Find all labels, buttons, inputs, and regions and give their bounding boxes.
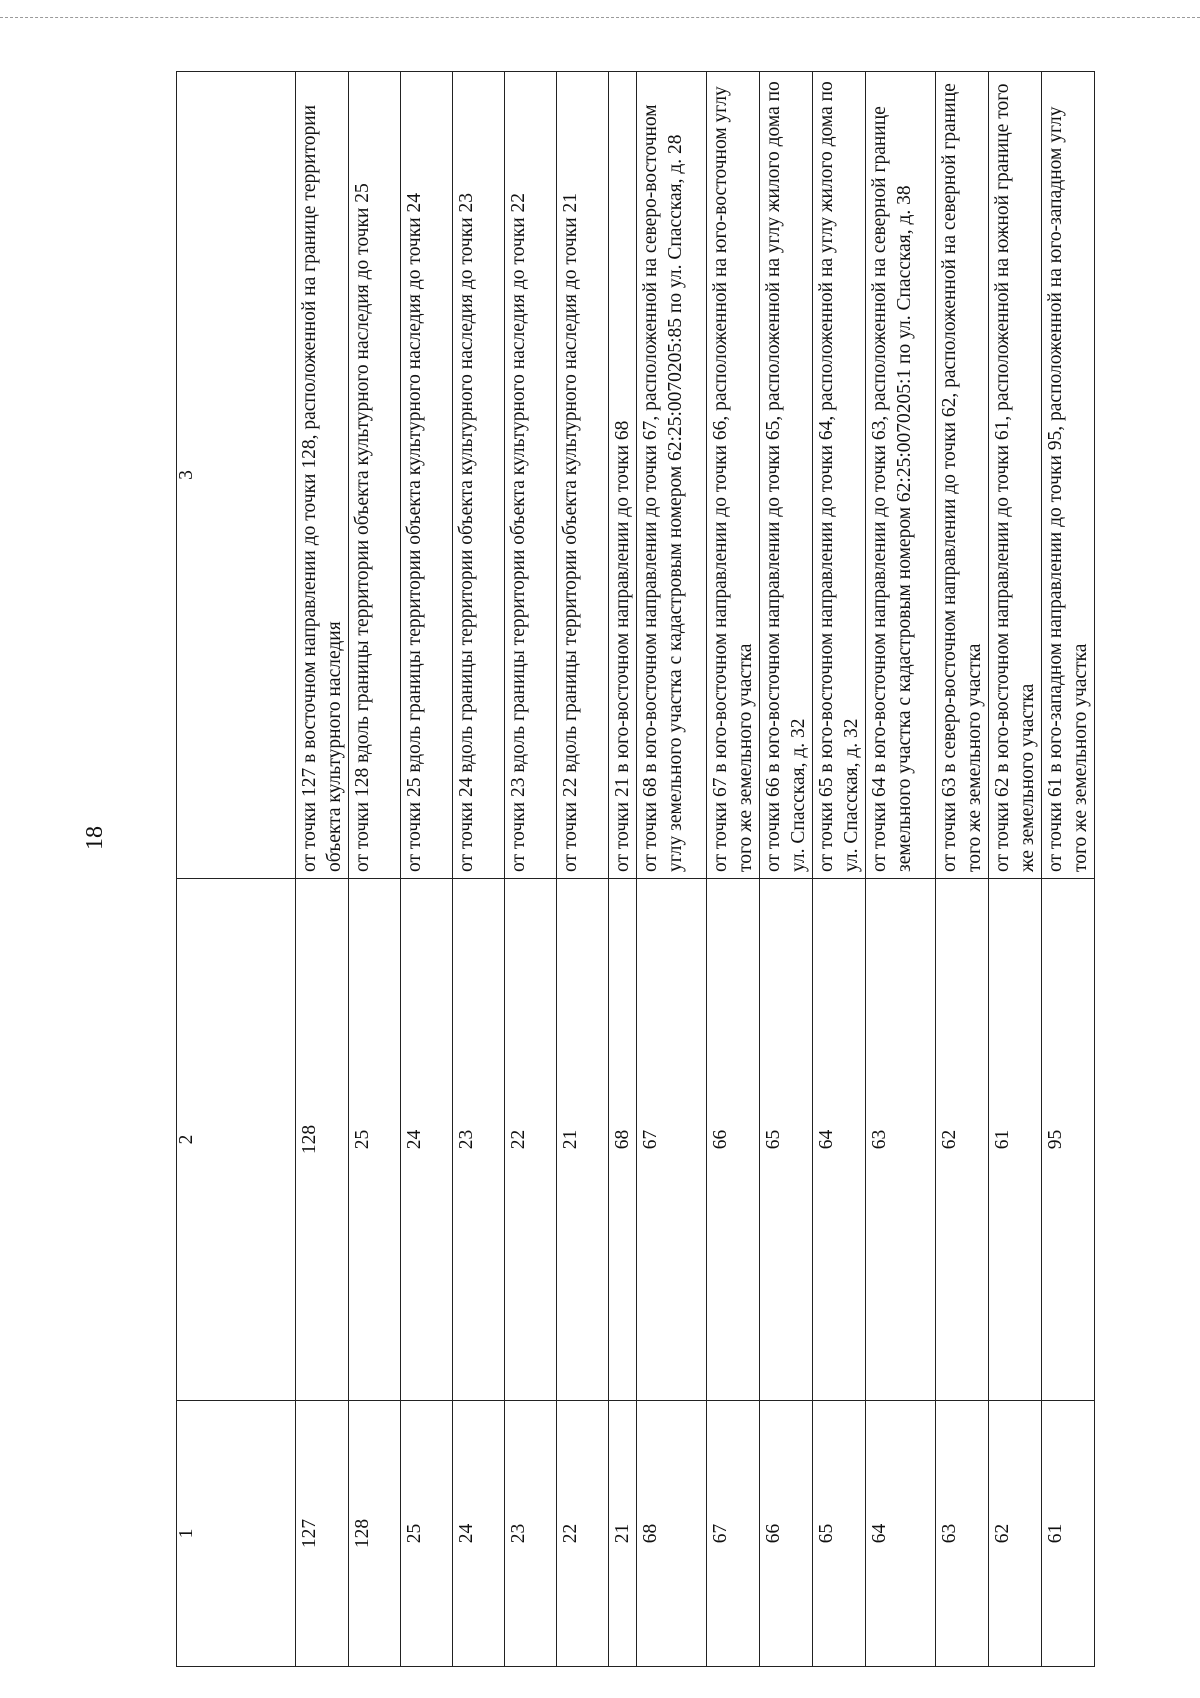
- table-row: [296, 72, 349, 1667]
- header-col-3: 3: [177, 72, 296, 879]
- cell-from-point: 68: [637, 1401, 707, 1667]
- table-row: [707, 72, 760, 1667]
- table-row: [866, 72, 936, 1667]
- boundary-table-container: [176, 72, 1095, 1667]
- cell-from-point: 63: [936, 1401, 989, 1667]
- cell-from-point: 25: [401, 1401, 453, 1667]
- cell-to-point: 95: [1042, 879, 1095, 1401]
- cell-from-point: 22: [557, 1401, 609, 1667]
- table-row: [505, 72, 557, 1667]
- cell-description: от точки 67 в юго-восточном направлении до точки 66, расположенной на юго-восточном углу того же земельного участка: [707, 72, 760, 879]
- cell-to-point: 65: [760, 879, 813, 1401]
- cell-to-point: 24: [401, 879, 453, 1401]
- cell-from-point: 127: [296, 1401, 349, 1667]
- cell-to-point: 128: [296, 879, 349, 1401]
- cell-description: от точки 62 в юго-восточном направлении до точки 61, расположенной на южной границе того же земельного участка: [989, 72, 1042, 879]
- cell-description: от точки 21 в юго-восточном направлении до точки 68: [609, 72, 637, 879]
- table-row: [637, 72, 707, 1667]
- cell-description: от точки 23 вдоль границы территории объекта культурного наследия до точки 22: [505, 72, 557, 879]
- cell-from-point: 21: [609, 1401, 637, 1667]
- table-row: [760, 72, 813, 1667]
- cell-description: от точки 24 вдоль границы территории объекта культурного наследия до точки 23: [453, 72, 505, 879]
- cell-description: от точки 66 в юго-восточном направлении до точки 65, расположенной на углу жилого дома по ул. Спасская, д. 32: [760, 72, 813, 879]
- cell-to-point: 61: [989, 879, 1042, 1401]
- cell-description: от точки 25 вдоль границы территории объекта культурного наследия до точки 24: [401, 72, 453, 879]
- table-row: [1042, 72, 1095, 1667]
- table-body: [177, 72, 1095, 1667]
- scan-edge-line: [0, 17, 1200, 18]
- cell-to-point: 22: [505, 879, 557, 1401]
- cell-to-point: 68: [609, 879, 637, 1401]
- cell-description: от точки 63 в северо-восточном направлении до точки 62, расположенной на северной границе того же земельного участка: [936, 72, 989, 879]
- cell-description: от точки 68 в юго-восточном направлении до точки 67, расположенной на северо-восточном углу земельного участка с кадастровым номером 62:25:0070205:85 по ул. Спасская, д. 28: [637, 72, 707, 879]
- cell-to-point: 21: [557, 879, 609, 1401]
- cell-from-point: 23: [505, 1401, 557, 1667]
- cell-from-point: 64: [866, 1401, 936, 1667]
- boundary-description-table: [176, 71, 1095, 1667]
- cell-from-point: 128: [349, 1401, 401, 1667]
- table-header-row: [177, 72, 296, 1667]
- table-row: [453, 72, 505, 1667]
- table-row: [557, 72, 609, 1667]
- page-number: 18: [82, 826, 108, 850]
- cell-description: от точки 61 в юго-западном направлении до точки 95, расположенной на юго-западном углу того же земельного участка: [1042, 72, 1095, 879]
- table-row: [609, 72, 637, 1667]
- cell-to-point: 23: [453, 879, 505, 1401]
- cell-from-point: 66: [760, 1401, 813, 1667]
- cell-description: от точки 65 в юго-восточном направлении до точки 64, расположенной на углу жилого дома по ул. Спасская, д. 32: [813, 72, 866, 879]
- cell-description: от точки 128 вдоль границы территории объекта культурного наследия до точки 25: [349, 72, 401, 879]
- cell-description: от точки 22 вдоль границы территории объекта культурного наследия до точки 21: [557, 72, 609, 879]
- cell-to-point: 66: [707, 879, 760, 1401]
- cell-from-point: 65: [813, 1401, 866, 1667]
- cell-description: от точки 64 в юго-восточном направлении до точки 63, расположенной на северной границе земельного участка с кадастровым номером 62:25:0070205:1 по ул. Спасская, д. 38: [866, 72, 936, 879]
- cell-to-point: 63: [866, 879, 936, 1401]
- table-row: [936, 72, 989, 1667]
- table-row: [401, 72, 453, 1667]
- cell-to-point: 67: [637, 879, 707, 1401]
- cell-from-point: 62: [989, 1401, 1042, 1667]
- table-row: [349, 72, 401, 1667]
- cell-from-point: 24: [453, 1401, 505, 1667]
- cell-from-point: 61: [1042, 1401, 1095, 1667]
- header-col-2: 2: [177, 879, 296, 1401]
- cell-to-point: 25: [349, 879, 401, 1401]
- cell-description: от точки 127 в восточном направлении до точки 128, расположенной на границе территории объекта культурного наследия: [296, 72, 349, 879]
- cell-to-point: 64: [813, 879, 866, 1401]
- cell-to-point: 62: [936, 879, 989, 1401]
- header-col-1: 1: [177, 1401, 296, 1667]
- table-row: [813, 72, 866, 1667]
- cell-from-point: 67: [707, 1401, 760, 1667]
- table-row: [989, 72, 1042, 1667]
